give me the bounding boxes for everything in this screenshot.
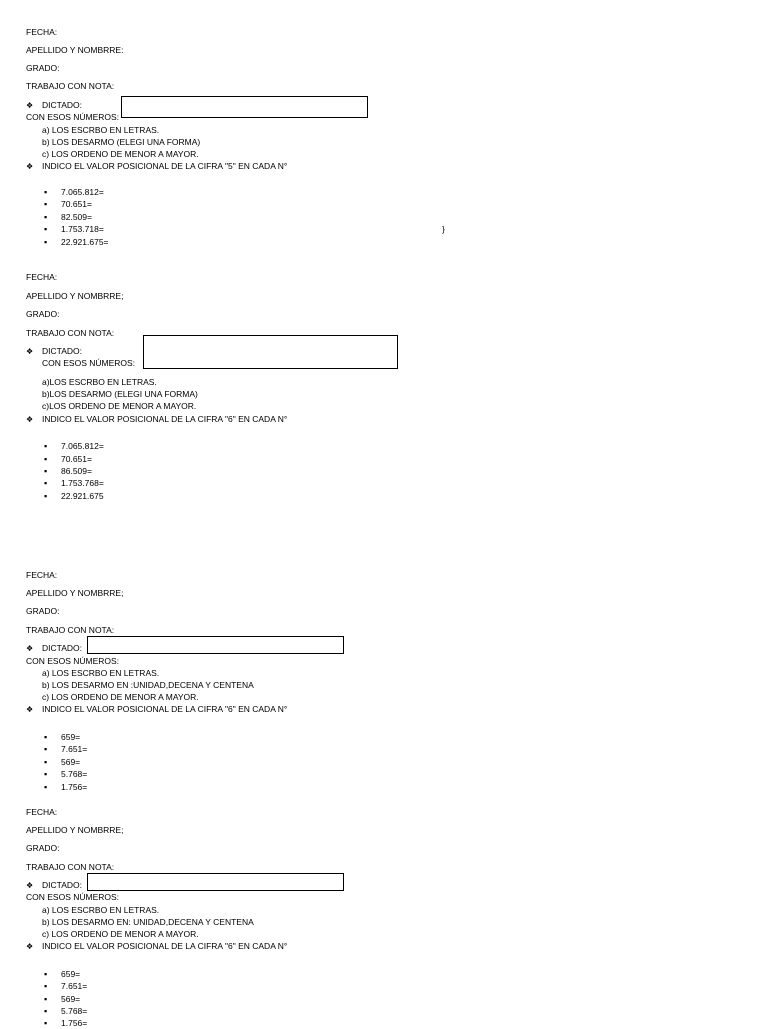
number-item: ▪ 569= xyxy=(44,994,81,1004)
square-bullet-icon: ▪ xyxy=(44,969,48,979)
indico-row xyxy=(26,413,287,426)
number-item: ▪ 1.756= xyxy=(44,1018,88,1028)
option-b: b)LOS DESARMO (ELEGI UNA FORMA) xyxy=(42,389,198,399)
dictado-row xyxy=(26,642,82,655)
number-item: ▪ 70.651= xyxy=(44,199,92,209)
square-bullet-icon: ▪ xyxy=(44,732,48,742)
diamond-bullet-icon: ❖ xyxy=(26,347,34,356)
fecha-label: FECHA: xyxy=(26,27,58,37)
indico-row xyxy=(26,940,287,953)
number-item: ▪ 22.921.675= xyxy=(44,237,109,247)
square-bullet-icon: ▪ xyxy=(44,744,48,754)
square-bullet-icon: ▪ xyxy=(44,1018,48,1028)
square-bullet-icon: ▪ xyxy=(44,466,48,476)
square-bullet-icon: ▪ xyxy=(44,994,48,1004)
diamond-bullet-icon: ❖ xyxy=(26,101,34,110)
option-b: b) LOS DESARMO EN: UNIDAD,DECENA Y CENTENA xyxy=(42,917,254,927)
indico-label: INDICO EL VALOR POSICIONAL DE LA CIFRA "5" EN CADA N° xyxy=(42,161,288,171)
square-bullet-icon: ▪ xyxy=(44,187,48,197)
number-item: ▪ 7.651= xyxy=(44,981,88,991)
apellido-label: APELLIDO Y NOMBRRE: xyxy=(26,45,124,55)
dictado-box[interactable] xyxy=(87,636,344,654)
number-item: ▪ 5.768= xyxy=(44,769,88,779)
option-a: a) LOS ESCRBO EN LETRAS. xyxy=(42,668,160,678)
indico-label: INDICO EL VALOR POSICIONAL DE LA CIFRA "6" EN CADA N° xyxy=(42,704,288,714)
apellido-label: APELLIDO Y NOMBRRE; xyxy=(26,588,124,598)
indico-row xyxy=(26,703,287,716)
number-item: ▪ 569= xyxy=(44,757,81,767)
number-item: ▪ 659= xyxy=(44,732,81,742)
trabajo-label: TRABAJO CON NOTA: xyxy=(26,625,115,635)
square-bullet-icon: ▪ xyxy=(44,981,48,991)
apellido-label: APELLIDO Y NOMBRRE; xyxy=(26,825,124,835)
grado-label: GRADO: xyxy=(26,63,60,73)
trabajo-label: TRABAJO CON NOTA: xyxy=(26,81,115,91)
option-c: c)LOS ORDENO DE MENOR A MAYOR. xyxy=(42,401,197,411)
option-c: c) LOS ORDENO DE MENOR A MAYOR. xyxy=(42,929,199,939)
indico-label: INDICO EL VALOR POSICIONAL DE LA CIFRA "6" EN CADA N° xyxy=(42,414,288,424)
square-bullet-icon: ▪ xyxy=(44,782,48,792)
fecha-label: FECHA: xyxy=(26,807,58,817)
number-item: ▪ 86.509= xyxy=(44,466,92,476)
number-item: ▪ 7.651= xyxy=(44,744,88,754)
square-bullet-icon: ▪ xyxy=(44,441,48,451)
number-item: ▪ 659= xyxy=(44,969,81,979)
stray-mark: } xyxy=(442,224,445,234)
grado-label: GRADO: xyxy=(26,606,60,616)
number-item: ▪ 70.651= xyxy=(44,454,92,464)
square-bullet-icon: ▪ xyxy=(44,212,48,222)
fecha-label: FECHA: xyxy=(26,570,58,580)
square-bullet-icon: ▪ xyxy=(44,757,48,767)
square-bullet-icon: ▪ xyxy=(44,454,48,464)
dictado-label: DICTADO: xyxy=(42,643,82,653)
number-item: ▪ 82.509= xyxy=(44,212,92,222)
number-item: ▪ 1.753.768= xyxy=(44,478,104,488)
diamond-bullet-icon: ❖ xyxy=(26,644,34,653)
grado-label: GRADO: xyxy=(26,309,60,319)
con-esos-label: CON ESOS NÚMEROS: xyxy=(42,358,136,368)
trabajo-label: TRABAJO CON NOTA: xyxy=(26,862,115,872)
option-a: a) LOS ESCRBO EN LETRAS. xyxy=(42,125,160,135)
con-esos-label: CON ESOS NÚMEROS: xyxy=(26,656,120,666)
number-item: ▪ 22.921.675 xyxy=(44,491,104,501)
option-c: c) LOS ORDENO DE MENOR A MAYOR. xyxy=(42,692,199,702)
square-bullet-icon: ▪ xyxy=(44,478,48,488)
trabajo-label: TRABAJO CON NOTA: xyxy=(26,328,115,338)
option-b: b) LOS DESARMO EN :UNIDAD,DECENA Y CENTENA xyxy=(42,680,254,690)
dictado-box[interactable] xyxy=(87,873,344,891)
number-item: ▪ 7.065.812= xyxy=(44,441,104,451)
apellido-label: APELLIDO Y NOMBRRE; xyxy=(26,291,124,301)
option-a: a)LOS ESCRBO EN LETRAS. xyxy=(42,377,157,387)
dictado-label: DICTADO: xyxy=(42,346,82,356)
diamond-bullet-icon: ❖ xyxy=(26,881,34,890)
option-c: c) LOS ORDENO DE MENOR A MAYOR. xyxy=(42,149,199,159)
grado-label: GRADO: xyxy=(26,843,60,853)
option-b: b) LOS DESARMO (ELEGI UNA FORMA) xyxy=(42,137,201,147)
number-item: ▪ 1.753.718= xyxy=(44,224,104,234)
option-a: a) LOS ESCRBO EN LETRAS. xyxy=(42,905,160,915)
dictado-box[interactable] xyxy=(121,96,368,118)
square-bullet-icon: ▪ xyxy=(44,237,48,247)
dictado-box[interactable] xyxy=(143,335,398,369)
square-bullet-icon: ▪ xyxy=(44,491,48,501)
square-bullet-icon: ▪ xyxy=(44,224,48,234)
indico-row xyxy=(26,160,287,173)
diamond-bullet-icon: ❖ xyxy=(26,415,34,424)
fecha-label: FECHA: xyxy=(26,272,58,282)
square-bullet-icon: ▪ xyxy=(44,199,48,209)
indico-label: INDICO EL VALOR POSICIONAL DE LA CIFRA "6" EN CADA N° xyxy=(42,941,288,951)
diamond-bullet-icon: ❖ xyxy=(26,162,34,171)
con-esos-label: CON ESOS NÚMEROS: xyxy=(26,892,120,902)
dictado-label: DICTADO: xyxy=(42,880,82,890)
diamond-bullet-icon: ❖ xyxy=(26,705,34,714)
square-bullet-icon: ▪ xyxy=(44,1006,48,1016)
con-esos-label: CON ESOS NÚMEROS: xyxy=(26,112,120,122)
diamond-bullet-icon: ❖ xyxy=(26,942,34,951)
number-item: ▪ 1.756= xyxy=(44,782,88,792)
number-item: ▪ 5.768= xyxy=(44,1006,88,1016)
square-bullet-icon: ▪ xyxy=(44,769,48,779)
dictado-label: DICTADO: xyxy=(42,100,82,110)
number-item: ▪ 7.065.812= xyxy=(44,187,104,197)
